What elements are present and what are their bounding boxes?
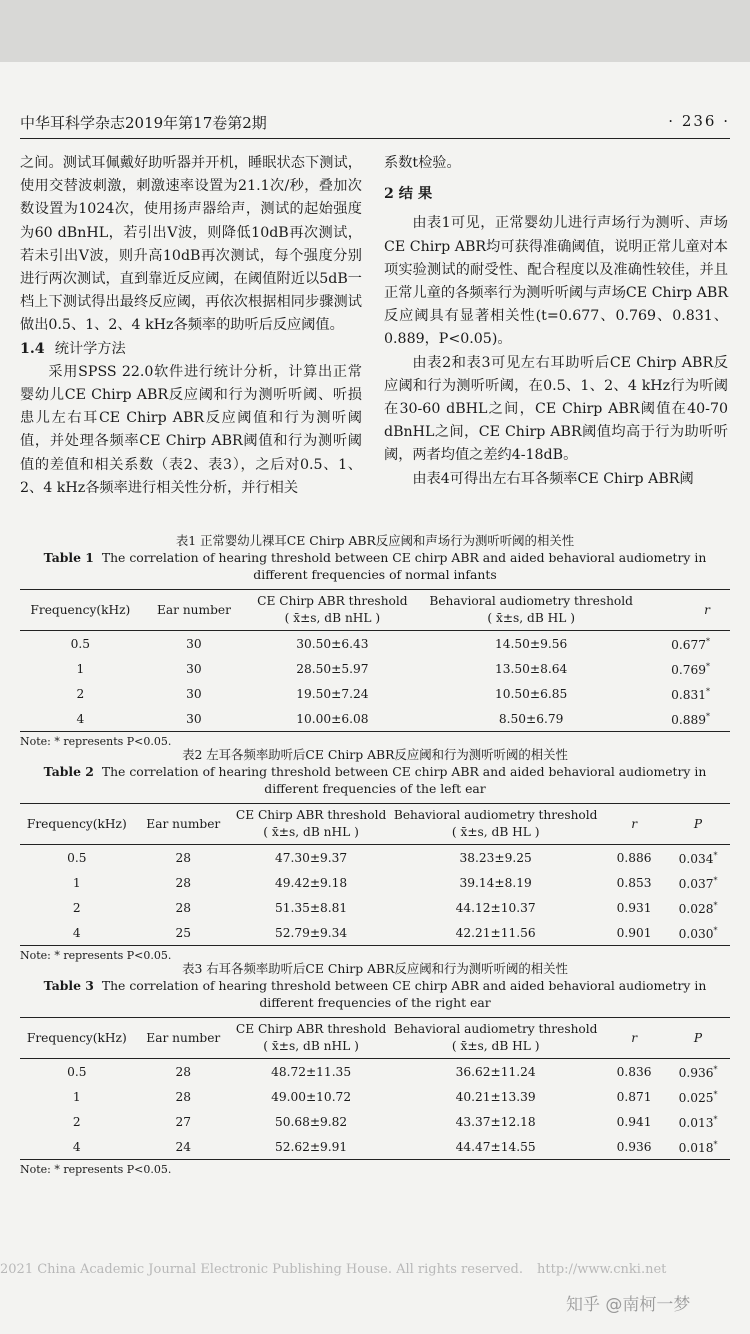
table-row: 4 25 52.79±9.34 42.21±11.56 0.901 0.030*	[20, 920, 730, 946]
table-row: 1 30 28.50±5.97 13.50±8.64 0.769*	[76, 661, 710, 678]
table-cn-caption: 表1 正常婴幼儿裸耳CE Chirp ABR反应阈和声场行为测听听阈的相关性	[175, 533, 575, 548]
table-row: 1 28 49.00±10.72 40.21±13.39 0.871 0.025*	[72, 1089, 718, 1106]
table-header-row	[20, 1018, 730, 1059]
copyright-text: 2021 China Academic Journal Electronic Publishing House. All rights reserved.	[0, 1262, 524, 1277]
table-cn-caption: 表3 右耳各频率助听后CE Chirp ABR反应阈和行为测听听阈的相关性	[182, 961, 568, 976]
table-row: 0.5 28 48.72±11.35 36.62±11.24 0.836 0.936*	[67, 1064, 718, 1081]
page-header	[20, 112, 730, 138]
header-p: P	[693, 1030, 703, 1045]
paragraph: 系数t检验。	[384, 155, 461, 171]
table-note: Note: * represents P<0.05.	[20, 1163, 172, 1177]
table-row: 4 24 52.62±9.91 44.47±14.55 0.936 0.018*	[20, 1134, 730, 1160]
table-note: Note: * represents P<0.05.	[20, 949, 172, 963]
table-row: 0.5 30 30.50±6.43 14.50±9.56 0.677*	[70, 636, 710, 653]
header-behavioral-threshold: Behavioral audiometry threshold ( x̄±s, dB HL )	[393, 808, 598, 839]
header-r: r	[631, 1030, 638, 1045]
page-footer	[0, 1262, 666, 1277]
paragraph: 由表1可见，正常婴幼儿进行声场行为测听、声场CE Chirp ABR均可获得准确阈值，说明正常儿童对本项实验测试的耐受性、配合程度以及准确性较佳，并且正常儿童的各频率行为测听听阈与声场CE Chirp ABR反应阈具有显著相关性(t=0.677、0.769、0.831、0.889，P<0.05)。	[384, 215, 728, 348]
table-en-caption	[20, 549, 730, 583]
header-ear-number: Ear number	[146, 816, 221, 831]
paragraph: 由表4可得出左右耳各频率CE Chirp ABR阈	[412, 470, 694, 487]
table-label: Table 2	[43, 764, 94, 779]
header-ear-number: Ear number	[146, 1030, 221, 1045]
paragraph: 采用SPSS 22.0软件进行统计分析，计算出正常婴幼儿CE Chirp ABR反应阈和行为测听听阈、听损患儿左右耳CE Chirp ABR反应阈值和行为测听阈值，并处理各频率CE Chirp ABR阈值和行为测听阈值的差值和相关系数（表2、表3），之后对0.5、1、2、4 kHz各频率进行相关性分析，并行相关	[20, 363, 362, 496]
table-en-title: The correlation of hearing threshold between CE chirp ABR and aided behavioral audiometry in different frequencies of the left ear	[101, 764, 707, 796]
table-row: 1 28 49.42±9.18 39.14±8.19 0.853 0.037*	[72, 875, 718, 892]
table-1	[20, 589, 730, 732]
table-en-caption	[20, 763, 730, 797]
table-header-row	[20, 590, 730, 631]
header-abr-threshold: CE Chirp ABR threshold ( x̄±s, dB nHL )	[257, 594, 408, 625]
header-abr-threshold: CE Chirp ABR threshold ( x̄±s, dB nHL )	[235, 808, 387, 839]
header-r: r	[704, 602, 710, 617]
table-row: 4 30 10.00±6.08 8.50±6.79 0.889*	[20, 706, 730, 732]
table-en-title: The correlation of hearing threshold between CE chirp ABR and aided behavioral audiometry in different frequencies of normal infants	[101, 550, 707, 582]
paragraph: 之间。测试耳佩戴好助听器并开机，睡眠状态下测试，使用交替波刺激，刺激速率设置为21.1次/秒，叠加次数设置为1024次，使用扬声器给声，测试的起始强度为60 dBnHL，若引出V波，则降低10dB再次测试，若未引出V波，则升高10dB再次测试，每个强度分别进行两次测试，直到靠近反应阈，在阈值附近以5dB一档上下测试得出最终反应阈，再依次根据相同步骤测试做出0.5、1、2、4 kHz各频率的助听后反应阈值。	[20, 155, 362, 334]
header-ear-number: Ear number	[156, 602, 231, 617]
section-heading: 2 结 果	[384, 186, 433, 203]
table-label: Table 3	[43, 978, 94, 993]
table-cn-caption: 表2 左耳各频率助听后CE Chirp ABR反应阈和行为测听听阈的相关性	[182, 747, 568, 762]
table-row: 2 30 19.50±7.24 10.50±6.85 0.831*	[76, 686, 710, 703]
paragraph: 由表2和表3可见左右耳助听后CE Chirp ABR反应阈和行为测听听阈，在0.5、1、2、4 kHz行为听阈在30-60 dBHL之间，CE Chirp ABR阈值在40-70 dBnHL之间，CE Chirp ABR阈值均高于行为助听听阈，两者均值之差约4-18dB。	[384, 354, 728, 464]
table-en-title: The correlation of hearing threshold between CE chirp ABR and aided behavioral audiometry in different frequencies of the right ear	[101, 978, 707, 1010]
subsection-number: 1.4	[20, 340, 45, 357]
left-column	[20, 152, 362, 500]
top-bar	[0, 0, 750, 62]
zhihu-watermark: 知乎 @南柯一梦	[566, 1295, 691, 1315]
header-p: P	[693, 816, 703, 831]
table-row: 2 28 51.35±8.81 44.12±10.37 0.931 0.028*	[72, 900, 718, 917]
header-r: r	[631, 816, 638, 831]
header-frequency: Frequency(kHz)	[30, 602, 131, 617]
table-3	[20, 1017, 730, 1160]
header-abr-threshold: CE Chirp ABR threshold ( x̄±s, dB nHL )	[235, 1022, 387, 1053]
table-en-caption	[20, 977, 730, 1011]
subsection-heading	[20, 338, 362, 361]
header-rule	[20, 138, 730, 139]
right-column	[384, 152, 728, 491]
table-row: 0.5 28 47.30±9.37 38.23±9.25 0.886 0.034*	[67, 850, 718, 867]
table-label: Table 1	[43, 550, 94, 565]
table-header-row	[20, 804, 730, 845]
table-note: Note: * represents P<0.05.	[20, 735, 172, 749]
page-number: · 236 ·	[668, 112, 730, 130]
journal-title: 中华耳科学杂志2019年第17卷第2期	[20, 114, 267, 132]
header-behavioral-threshold: Behavioral audiometry threshold ( x̄±s, dB HL )	[429, 594, 633, 625]
table-1-block	[20, 532, 730, 748]
table-3-block	[20, 960, 730, 1176]
header-frequency: Frequency(kHz)	[26, 816, 127, 831]
table-row: 2 27 50.68±9.82 43.37±12.18 0.941 0.013*	[72, 1114, 718, 1131]
subsection-title: 统计学方法	[54, 340, 126, 357]
table-2	[20, 803, 730, 946]
table-2-block	[20, 746, 730, 962]
footer-url: http://www.cnki.net	[537, 1262, 667, 1277]
header-frequency: Frequency(kHz)	[26, 1030, 127, 1045]
header-behavioral-threshold: Behavioral audiometry threshold ( x̄±s, dB HL )	[393, 1022, 598, 1053]
